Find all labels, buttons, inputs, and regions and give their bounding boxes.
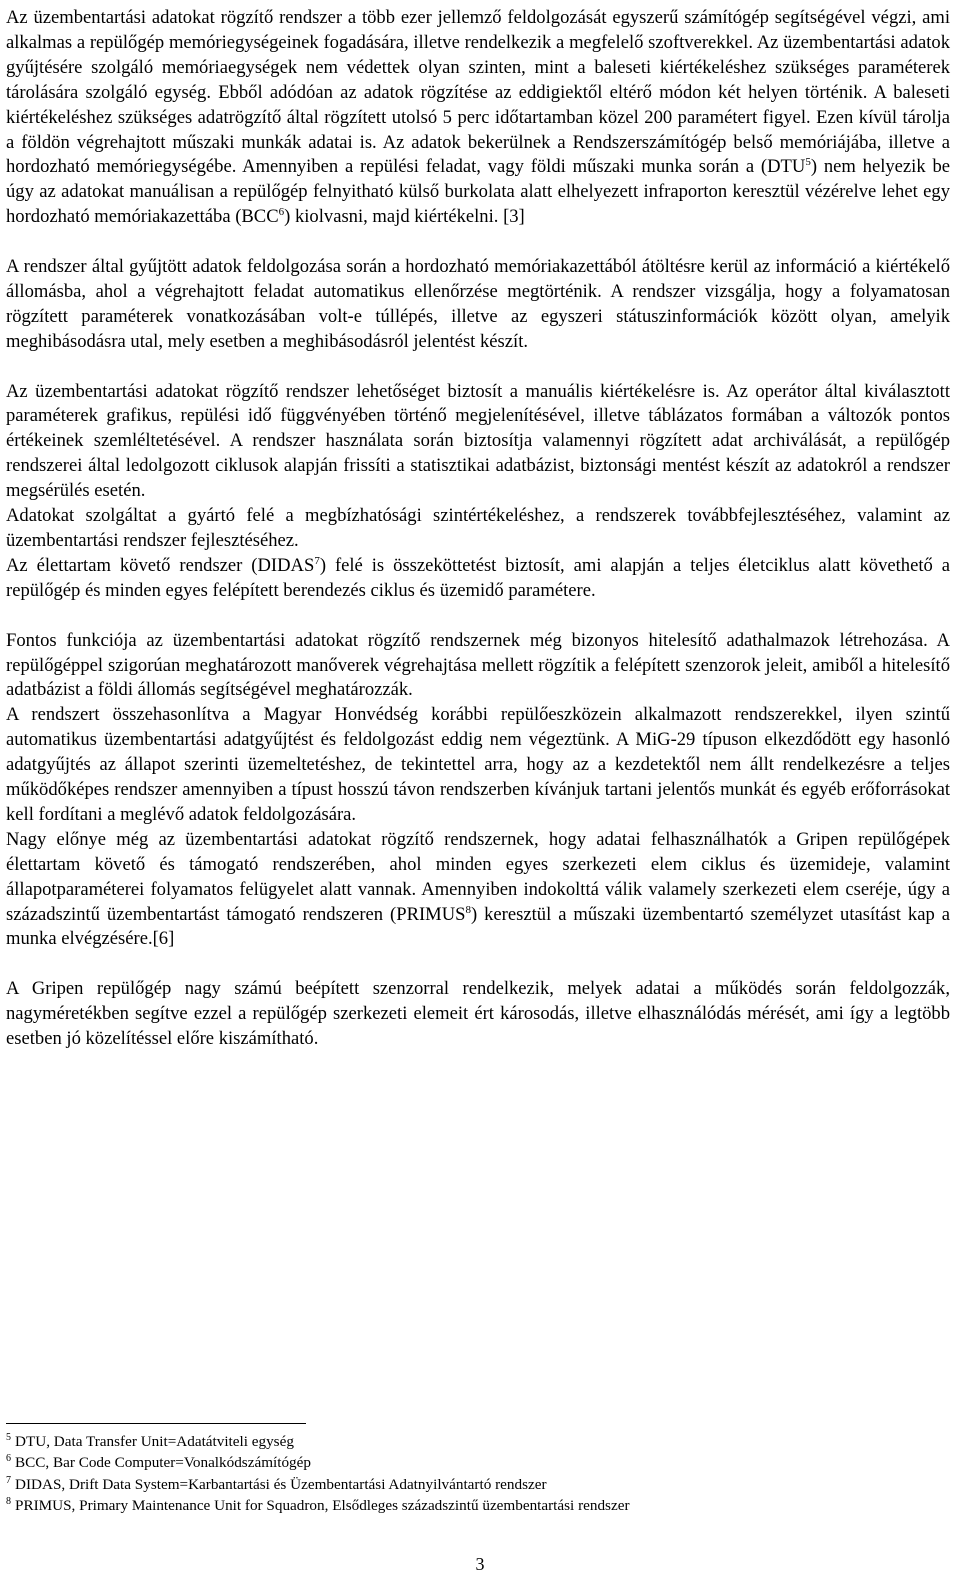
paragraph: [6, 380, 950, 505]
footnote-ref: 6: [278, 206, 285, 219]
paragraph: [6, 703, 950, 828]
footnote: [6, 1452, 950, 1473]
footnote-text: DIDAS, Drift Data System=Karbantartási és Üzembentartási Adatnyilvántartó rendszer: [15, 1475, 547, 1493]
paragraph-gap: [6, 355, 950, 380]
paragraph: [6, 629, 950, 704]
paragraph: [6, 554, 950, 604]
footnote-number: 7: [6, 1474, 11, 1486]
paragraph: [6, 977, 950, 1052]
paragraph-text: Az üzembentartási adatokat rögzítő rendszer lehetőséget biztosít a manuális kiértékelésre is. Az operátor által kiválasztott paraméterek grafikus, repülési idő függvényében történő megjelenítésével, illetve táblázatos formában a változók pontos értékeinek szemléltetésével. A rendszer használata során biztosítja valamennyi rögzített adat archiválását, a repülőgép rendszerei által ledolgozott ciklusok alapján frissíti a statisztikai adatbázist, biztonsági mentést készít az adatokról a rendszer megsérülés esetén.: [6, 380, 950, 502]
paragraph: [6, 504, 950, 554]
footnote-text: PRIMUS, Primary Maintenance Unit for Squadron, Elsődleges századszintű üzembentartási rendszer: [15, 1496, 630, 1514]
paragraph-text: ) felé is összeköttetést biztosít, ami alapján a teljes életciklus alatt követhető a repülőgép és minden egyes felépített berendezés ciklus és üzemidő paramétere.: [6, 554, 950, 601]
paragraph-text: ) keresztül a műszaki üzembentartó személyzet utasítást kap a munka elvégzésére.[6]: [6, 903, 950, 950]
paragraph-gap: [6, 604, 950, 629]
footnote-number: 6: [6, 1453, 11, 1465]
page-number: 3: [475, 1554, 485, 1574]
paragraph-text: Nagy előnye még az üzembentartási adatokat rögzítő rendszernek, hogy adatai felhasználhatók a Gripen repülőgépek élettartam követő és támogató rendszerében, ahol minden egyes szerkezeti elem ciklus és üzemideje, valamint állapotparaméterei folyamatos felügyelet alatt vannak. Amennyiben indokolttá válik valamely szerkezeti elem cseréje, úgy a századszintű üzembentartást támogató rendszeren (PRIMUS: [6, 828, 950, 925]
footnote-ref: 5: [805, 156, 811, 169]
footnote-number: 8: [6, 1495, 11, 1507]
paragraph: [6, 828, 950, 953]
paragraph-text: ) kiolvasni, majd kiértékelni. [3]: [284, 206, 525, 228]
paragraph: [6, 6, 950, 230]
paragraph-text: ) nem helyezik be úgy az adatokat manuálisan a repülőgép felnyitható külső burkolata alatt elhelyezett infraporton keresztül vézérelve lehet egy hordozható memóriakazettába (BCC: [6, 156, 950, 228]
paragraph-text: Fontos funkciója az üzembentartási adatokat rögzítő rendszernek még bizonyos hitelesítő adathalmazok létrehozása. A repülőgéppel szigorúan meghatározott manőverek végrehajtása mellett rögzítik a felépített szenzorok jeleit, amiből a hitelesítő adatbázist a földi állomás segítségével meghatározzák.: [6, 629, 950, 701]
paragraph-gap: [6, 952, 950, 977]
footnote: [6, 1431, 950, 1452]
footnote-separator: [6, 1423, 306, 1424]
body-text: [6, 6, 950, 1052]
paragraph-gap: [6, 230, 950, 255]
footnote-ref: 8: [465, 903, 471, 916]
footnotes: [6, 1431, 950, 1516]
footnote-text: DTU, Data Transfer Unit=Adatátviteli egység: [15, 1433, 294, 1450]
footnote-ref: 7: [314, 554, 320, 567]
paragraph-text: A rendszer által gyűjtött adatok feldolgozása során a hordozható memóriakazettából átöltésre kerül az információ a kiértékelő állomásba, ahol a végrehajtott feladat automatikus ellenőrzése megtörténik. A rendszer vizsgálja, hogy a folyamatosan rögzített paraméterek vonatkozásában volt-e túllépés, illetve az egyszeri státuszinformációk között olyan, amelyik meghibásodásra utal, mely esetben a meghibásodásról jelentést készít.: [6, 256, 950, 352]
paragraph-text: A Gripen repülőgép nagy számú beépített szenzorral rendelkezik, melyek adatai a működés során feldolgozzák, nagyméretékben segítve ezzel a repülőgép szerkezeti elemeit ért károsodás, illetve elhasználódás mérését, ami így a legtöbb esetben jó közelítéssel előre kiszámítható.: [6, 978, 950, 1050]
footnote: [6, 1474, 950, 1495]
paragraph-text: Adatokat szolgáltat a gyártó felé a megbízhatósági szintértékeléshez, a rendszerek továbbfejlesztéséhez, valamint az üzembentartási rendszer fejlesztéséhez.: [6, 505, 950, 551]
footnote: [6, 1495, 950, 1516]
footnote-number: 5: [6, 1432, 11, 1443]
paragraph-text: Az üzembentartási adatokat rögzítő rendszer a több ezer jellemző feldolgozását egyszerű számítógép segítségével végzi, ami alkalmas a repülőgép memóriegységeinek fogadására, illetve rendelkezik a megfelelő szoftverekkel. Az üzembentartási adatok gyűjtésére szolgáló memóriaegységek nem védettek olyan szinten, mint a baleseti kiértékeléshez szükséges paraméterek tárolására szolgáló egység. Ebből adódóan az adatok rögzítése az eddigiektől eltérő módon két helyen történik. A baleseti kiértékeléshez szükséges adatrögzítő által rögzített utolsó 5 perc időtartamban közel 200 paramétert figyel. Ezen kívül tárolja a földön végrehajtott műszaki munkák adatai is. Az adatok bekerülnek a Rendszerszámítógép belső memóriájába, illetve a hordozható memóriegységébe. Amennyiben a repülési feladat, vagy földi műszaki munka során a (DTU: [6, 7, 950, 178]
paragraph-text: A rendszert összehasonlítva a Magyar Honvédség korábbi repülőeszközein alkalmazott rendszerekkel, ilyen szintű automatikus üzembentartási adatgyűjtést és feldolgozást eddig nem végeztünk. A MiG-29 típuson elkezdődött egy hasonló adatgyűjtés az állapot szerinti üzemeltetéshez, de tekintettel arra, hogy az a kezdetektől nem állt rendelkezésre a teljes működőképes rendszer amennyiben a típust hosszú távon rendszerben kívánjuk tartani jelentős munkát és egyéb erőforrásokat kell fordítani a meglévő adatok feldolgozására.: [6, 704, 950, 825]
paragraph: [6, 255, 950, 355]
paragraph-text: Az élettartam követő rendszer (DIDAS: [6, 554, 315, 576]
footnote-text: BCC, Bar Code Computer=Vonalkódszámítógép: [15, 1454, 311, 1472]
